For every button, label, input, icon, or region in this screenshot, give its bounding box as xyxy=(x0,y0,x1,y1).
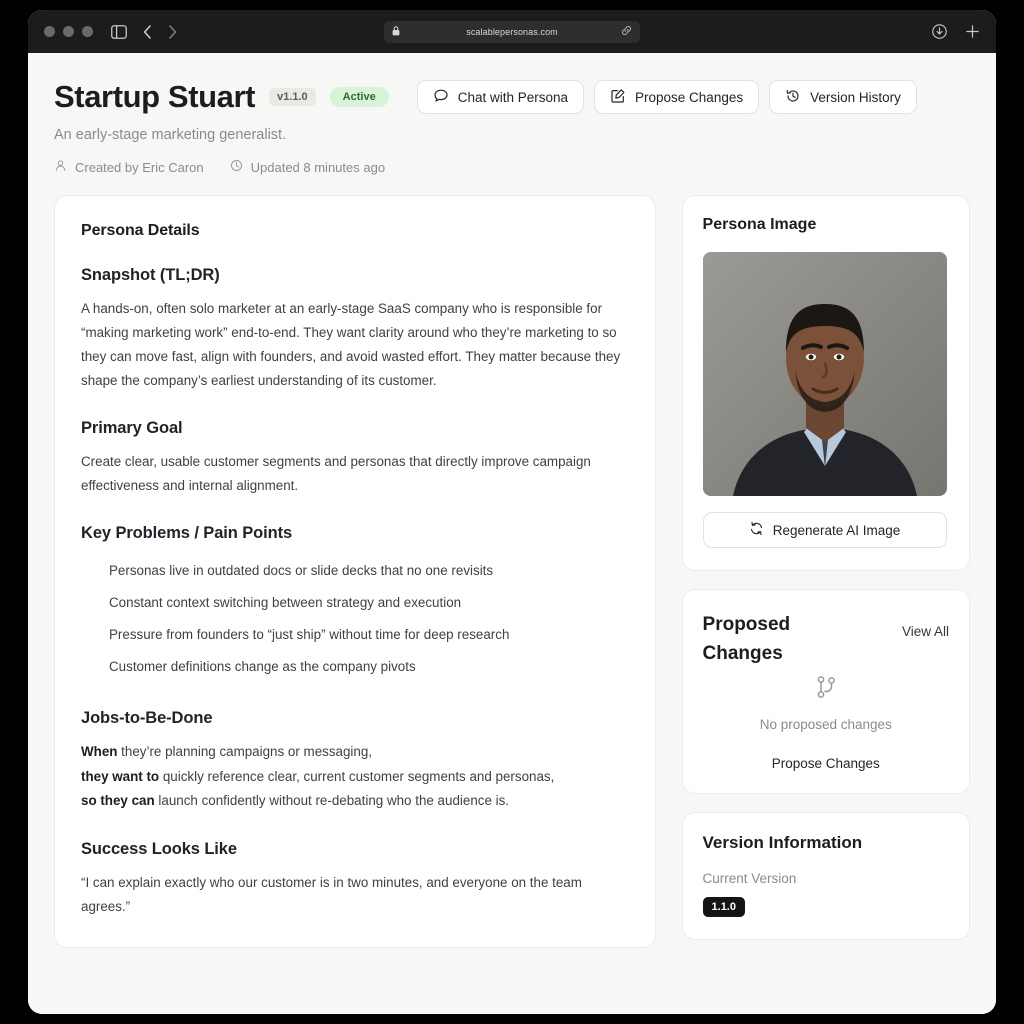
jtbd-heading: Jobs-to-Be-Done xyxy=(81,709,213,727)
header-actions xyxy=(417,80,917,114)
minimize-window-button[interactable] xyxy=(63,26,74,37)
persona-headshot-image xyxy=(703,252,947,496)
chat-with-persona-button[interactable] xyxy=(417,80,584,114)
jtbd-so-label: so they can xyxy=(81,793,155,808)
content-columns xyxy=(54,195,970,948)
list-item: Pressure from founders to “just ship” without time for deep research xyxy=(109,627,510,642)
persona-details-title: Persona Details xyxy=(81,222,200,239)
primary-goal-body: Create clear, usable customer segments and personas that directly improve campaign effectiveness and internal alignment. xyxy=(81,454,591,493)
regenerate-ai-image-label: Regenerate AI Image xyxy=(772,522,901,538)
clock-history-icon xyxy=(785,88,801,107)
jtbd-want-label: they want to xyxy=(81,768,160,784)
updated-meta xyxy=(230,159,385,175)
sidebar-toggle-icon[interactable] xyxy=(111,25,127,39)
forward-chevron-icon[interactable] xyxy=(168,25,177,39)
version-badge: v1.1.0 xyxy=(269,88,316,106)
proposed-changes-title: Proposed Changes xyxy=(702,614,791,664)
updated-label: Updated 8 minutes ago xyxy=(250,159,386,175)
jtbd-when-label: When xyxy=(81,744,118,759)
proposed-changes-empty-state xyxy=(703,674,949,771)
close-window-button[interactable] xyxy=(44,26,55,37)
list-item: Customer definitions change as the company pivots xyxy=(109,659,416,674)
sidebar-column xyxy=(682,195,970,940)
address-bar[interactable] xyxy=(384,21,640,43)
view-all-link[interactable]: View All xyxy=(901,624,949,639)
list-item: Constant context switching between strategy and execution xyxy=(109,595,462,610)
page-title: Startup Stuart xyxy=(54,79,256,114)
status-badge: Active xyxy=(330,87,389,107)
section-pain-points xyxy=(81,524,629,683)
proposed-changes-card xyxy=(682,589,970,794)
jtbd-so-text: launch confidently without re-debating who the audience is. xyxy=(154,793,510,808)
version-information-card xyxy=(682,812,970,940)
section-jtbd xyxy=(81,709,629,814)
version-history-label: Version History xyxy=(810,89,901,105)
page-meta xyxy=(54,159,970,175)
persona-image-card xyxy=(682,195,970,571)
page-header xyxy=(54,79,970,115)
section-primary-goal xyxy=(81,419,629,498)
version-history-button[interactable] xyxy=(769,80,917,114)
pencil-square-icon xyxy=(610,88,626,107)
new-tab-icon[interactable] xyxy=(965,24,980,39)
section-success xyxy=(81,840,629,919)
no-proposed-changes-text: No proposed changes xyxy=(759,717,892,732)
download-icon[interactable] xyxy=(932,24,947,39)
pain-points-list xyxy=(81,555,629,683)
created-by-meta xyxy=(54,159,204,175)
primary-goal-heading: Primary Goal xyxy=(81,419,183,437)
page-subtitle: An early-stage marketing generalist. xyxy=(54,127,287,143)
current-version-label: Current Version xyxy=(702,871,797,886)
current-version-pill: 1.1.0 xyxy=(703,897,745,917)
page-settings-icon[interactable] xyxy=(621,25,632,38)
lock-icon xyxy=(392,26,400,38)
section-snapshot xyxy=(81,266,629,393)
window-traffic-lights[interactable] xyxy=(44,26,93,37)
propose-changes-label: Propose Changes xyxy=(635,89,744,105)
jtbd-want-text: quickly reference clear, current customer segments and personas, xyxy=(159,768,555,784)
success-body: “I can explain exactly who our customer is in two minutes, and everyone on the team agrees.” xyxy=(81,874,582,914)
snapshot-body: A hands-on, often solo marketer at an early-stage SaaS company who is responsible for “making marketing work” end-to-end. They want clarity around who they’re marketing to so they can move fast, align with founders, and avoid wasted effort. They matter because they shape the company’s earliest understanding of its customer. xyxy=(81,301,621,388)
persona-details-card xyxy=(54,195,656,948)
chat-with-persona-label: Chat with Persona xyxy=(457,89,569,105)
user-icon xyxy=(54,159,67,175)
jtbd-when-text: they’re planning campaigns or messaging, xyxy=(117,744,373,759)
created-by-label: Created by Eric Caron xyxy=(75,159,204,175)
propose-changes-link[interactable]: Propose Changes xyxy=(771,756,880,771)
propose-changes-button[interactable] xyxy=(594,80,759,114)
git-branch-icon xyxy=(813,687,839,704)
version-information-title: Version Information xyxy=(702,833,863,852)
pain-points-heading: Key Problems / Pain Points xyxy=(81,524,293,542)
chat-bubble-icon xyxy=(433,88,449,107)
regenerate-ai-image-button[interactable] xyxy=(703,512,947,548)
persona-image-title: Persona Image xyxy=(702,216,817,233)
back-chevron-icon[interactable] xyxy=(143,25,152,39)
refresh-icon xyxy=(749,521,764,539)
maximize-window-button[interactable] xyxy=(82,26,93,37)
list-item: Personas live in outdated docs or slide decks that no one revisits xyxy=(109,563,494,578)
browser-window xyxy=(28,10,996,1014)
clock-icon xyxy=(230,159,243,175)
address-bar-url: scalablepersonas.com xyxy=(466,26,558,37)
snapshot-heading: Snapshot (TL;DR) xyxy=(81,266,220,284)
jtbd-body xyxy=(81,740,629,814)
success-heading: Success Looks Like xyxy=(81,839,237,858)
page-content xyxy=(28,53,996,1014)
browser-toolbar xyxy=(28,10,996,53)
